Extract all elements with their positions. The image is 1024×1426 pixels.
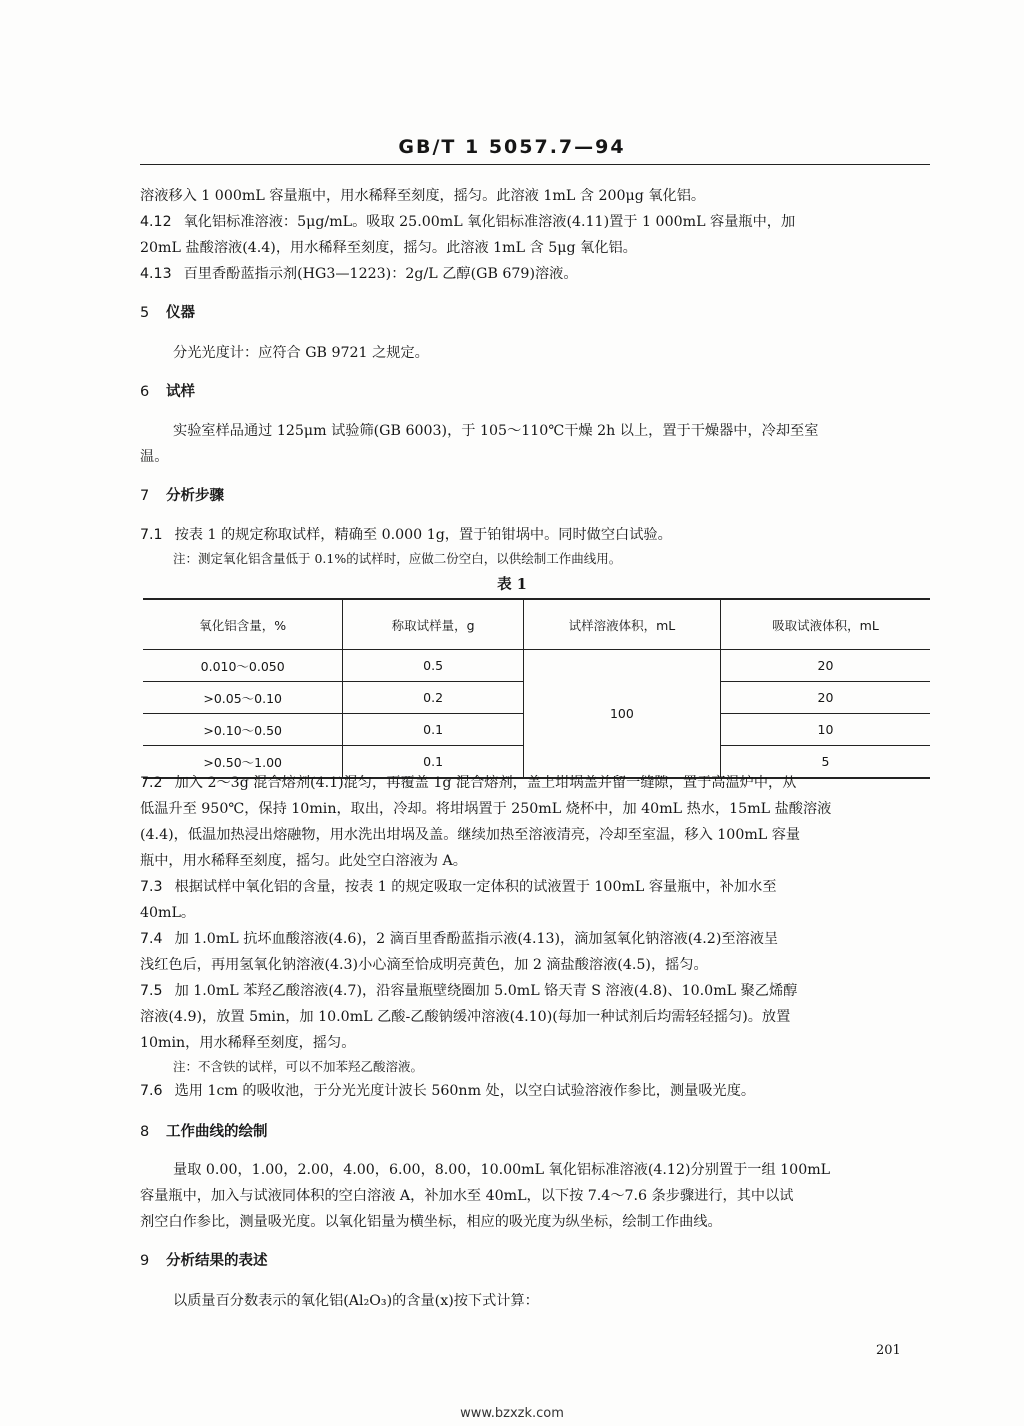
cell-pipette: 20 xyxy=(721,650,930,682)
clause-number: 7.5 xyxy=(140,983,163,999)
clause-text: 加入 2～3g 混合熔剂(4.1)混匀，再覆盖 1g 混合熔剂，盖上坩埚盖并留一缝隙，置于高温炉中，从 xyxy=(174,775,797,791)
clause-text: 根据试样中氧化铝的含量，按表 1 的规定吸取一定体积的试液置于 100mL 容量瓶中，补加水至 xyxy=(174,879,777,895)
text-line: 量取 0.00，1.00，2.00，4.00，6.00，8.00，10.00mL 氧化铝标准溶液(4.12)分别置于一组 100mL xyxy=(173,1162,831,1178)
column-header: 氧化铝含量，% xyxy=(143,599,343,650)
clause-text: 加 1.0mL 苯羟乙酸溶液(4.7)，沿容量瓶壁绕圈加 5.0mL 铬天青 S 溶液(4.8)、10.0mL 聚乙烯醇 xyxy=(174,983,798,999)
clause-7-3 xyxy=(140,877,930,897)
text-line: 溶液移入 1 000mL 容量瓶中，用水稀释至刻度，摇匀。此溶液 1mL 含 200μg 氧化铝。 xyxy=(140,188,706,204)
text-line: 40mL。 xyxy=(140,905,196,921)
text-line: 瓶中，用水稀释至刻度，摇匀。此处空白溶液为 A。 xyxy=(140,853,467,869)
clause-text: 选用 1cm 的吸收池，于分光光度计波长 560nm 处，以空白试验溶液作参比，测量吸光度。 xyxy=(174,1083,756,1099)
text-line: 20mL 盐酸溶液(4.4)，用水稀释至刻度，摇匀。此溶液 1mL 含 5μg 氧化铝。 xyxy=(140,240,637,256)
cell-pipette: 20 xyxy=(721,682,930,714)
cell-mass: 0.5 xyxy=(343,650,523,682)
text-line: 分光光度计：应符合 GB 9721 之规定。 xyxy=(173,345,429,361)
clause-text: 按表 1 的规定称取试样，精确至 0.000 1g，置于铂钳埚中。同时做空白试验。 xyxy=(174,527,672,543)
section-number: 7 xyxy=(140,488,150,504)
clause-text: 百里香酚蓝指示剂(HG3—1223)：2g/L 乙醇(GB 679)溶液。 xyxy=(183,266,578,282)
table-row xyxy=(143,650,930,682)
cell-range: >0.50～1.00 xyxy=(143,746,343,779)
section-heading-9 xyxy=(140,1251,930,1271)
page-header-code: GB/T 1 5057.7—94 xyxy=(398,136,626,158)
page-number: 201 xyxy=(876,1343,901,1358)
clause-7-4 xyxy=(140,929,930,949)
section-title: 分析步骤 xyxy=(166,488,224,504)
text-line: 实验室样品通过 125μm 试验筛(GB 6003)，于 105～110℃干燥 2h 以上，置于干燥器中，冷却至室 xyxy=(173,423,819,439)
text-line: 以质量百分数表示的氧化铝(Al₂O₃)的含量(x)按下式计算： xyxy=(173,1293,539,1309)
cell-mass: 0.1 xyxy=(343,746,523,779)
cell-range: >0.10～0.50 xyxy=(143,714,343,746)
text-line: 剂空白作参比，测量吸光度。以氧化铝量为横坐标，相应的吸光度为纵坐标，绘制工作曲线。 xyxy=(140,1214,722,1230)
clause-text: 加 1.0mL 抗坏血酸溶液(4.6)，2 滴百里香酚蓝指示液(4.13)，滴加氢氧化钠溶液(4.2)至溶液呈 xyxy=(174,931,779,947)
table-caption: 表 1 xyxy=(497,576,527,593)
clause-number: 7.2 xyxy=(140,775,163,791)
text-line: (4.4)，低温加热浸出熔融物，用水洗出坩埚及盖。继续加热至溶液清亮，冷却至室温，移入 100mL 容量 xyxy=(140,827,801,843)
note-7-5: 注：不含铁的试样，可以不加苯羟乙酸溶液。 xyxy=(173,1059,424,1074)
note-7-1: 注：测定氧化铝含量低于 0.1%的试样时，应做二份空白，以供绘制工作曲线用。 xyxy=(173,551,622,566)
section-title: 工作曲线的绘制 xyxy=(166,1124,268,1140)
section-number: 5 xyxy=(140,305,150,321)
clause-number: 7.6 xyxy=(140,1083,163,1099)
cell-pipette: 5 xyxy=(721,746,930,779)
cell-mass: 0.1 xyxy=(343,714,523,746)
cell-range: >0.05～0.10 xyxy=(143,682,343,714)
clause-4-13 xyxy=(140,264,930,284)
section-number: 6 xyxy=(140,384,150,400)
column-header: 吸取试液体积，mL xyxy=(721,599,930,650)
text-line: 温。 xyxy=(140,449,169,465)
clause-number: 7.1 xyxy=(140,527,163,543)
cell-volume: 100 xyxy=(523,650,720,779)
section-heading-5 xyxy=(140,303,930,323)
cell-range: 0.010～0.050 xyxy=(143,650,343,682)
clause-number: 7.3 xyxy=(140,879,163,895)
clause-7-5 xyxy=(140,981,930,1001)
clause-number: 4.13 xyxy=(140,266,172,282)
clause-7-2 xyxy=(140,773,930,793)
section-title: 仪器 xyxy=(166,305,195,321)
clause-7-1 xyxy=(140,525,930,545)
section-heading-8 xyxy=(140,1122,930,1142)
clause-4-12 xyxy=(140,212,930,232)
header-rule xyxy=(140,164,930,165)
clause-7-6 xyxy=(140,1081,930,1101)
section-number: 9 xyxy=(140,1253,150,1269)
section-number: 8 xyxy=(140,1124,150,1140)
section-heading-7 xyxy=(140,486,930,506)
text-line: 容量瓶中，加入与试液同体积的空白溶液 A，补加水至 40mL，以下按 7.4～7.6 条步骤进行，其中以试 xyxy=(140,1188,794,1204)
text-line: 溶液(4.9)，放置 5min，加 10.0mL 乙酸-乙酸钠缓冲溶液(4.10)(每加一种试剂后均需轻轻摇匀)。放置 xyxy=(140,1009,791,1025)
section-title: 试样 xyxy=(166,384,195,400)
section-heading-6 xyxy=(140,382,930,402)
cell-mass: 0.2 xyxy=(343,682,523,714)
table-header-row xyxy=(143,599,930,650)
clause-number: 7.4 xyxy=(140,931,163,947)
section-title: 分析结果的表述 xyxy=(166,1253,268,1269)
column-header: 试样溶液体积，mL xyxy=(523,599,720,650)
clause-number: 4.12 xyxy=(140,214,172,230)
clause-text: 氧化铝标准溶液：5μg/mL。吸取 25.00mL 氧化铝标准溶液(4.11)置于 1 000mL 容量瓶中，加 xyxy=(183,214,796,230)
column-header: 称取试样量，g xyxy=(343,599,523,650)
cell-pipette: 10 xyxy=(721,714,930,746)
watermark-url: www.bzxzk.com xyxy=(460,1406,564,1421)
text-line: 浅红色后，再用氢氧化钠溶液(4.3)小心滴至恰成明亮黄色，加 2 滴盐酸溶液(4.5)，摇匀。 xyxy=(140,957,708,973)
text-line: 10min，用水稀释至刻度，摇匀。 xyxy=(140,1035,356,1051)
text-line: 低温升至 950℃，保持 10min，取出，冷却。将坩埚置于 250mL 烧杯中，加 40mL 热水，15mL 盐酸溶液 xyxy=(140,801,832,817)
table-1 xyxy=(143,598,930,779)
